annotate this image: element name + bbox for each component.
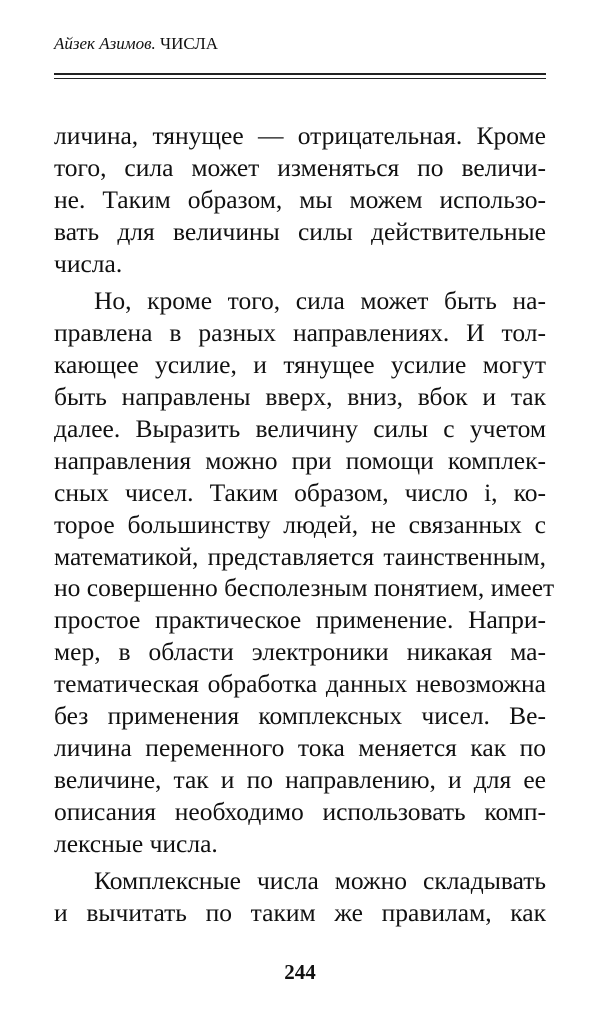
text-line: описания необходимо использовать комп- [54, 796, 546, 826]
text-line: числа. [54, 248, 123, 278]
header-title: ЧИСЛА [160, 34, 219, 53]
page-number: 244 [284, 960, 316, 984]
text-line: но совершенно бесполезным понятием, имеет [54, 573, 555, 603]
text-line: направления можно при помощи комплек- [54, 445, 546, 475]
text-line: простое практическое применение. Напри- [54, 605, 546, 635]
text-line: Комплексные числа можно складывать [94, 866, 546, 896]
text-line: мер, в области электроники никакая ма- [54, 637, 546, 667]
text-line: правлена в разных направлениях. И тол- [54, 318, 546, 348]
text-line: личина, тянущее — отрицательная. Кроме [54, 121, 546, 150]
text-line: торое большинству людей, не связанных с [54, 509, 546, 539]
text-line: без применения комплексных чисел. Ве- [54, 701, 546, 731]
text-line: не. Таким образом, мы можем использо- [54, 184, 546, 214]
text-line: личина переменного тока меняется как по [54, 732, 546, 762]
text-line: лексные числа. [54, 828, 218, 858]
text-line: математикой, представляется таинственным, [54, 541, 546, 571]
text-line: величине, так и по направлению, и для ее [54, 764, 546, 794]
text-line: и вычитать по таким же правилам, как [54, 898, 546, 928]
running-header [54, 32, 218, 56]
text-line: вать для величины силы действительные [54, 216, 546, 246]
text-line: далее. Выразить величину силы с учетом [54, 414, 546, 444]
text-line: быть направлены вверх, вниз, вбок и так [54, 382, 546, 412]
text-line: тематическая обработка данных невозможна [54, 669, 546, 699]
text-line: того, сила может изменяться по величи- [54, 152, 546, 182]
paragraph-2 [54, 285, 555, 859]
paragraph-3 [54, 865, 546, 929]
text-line: сных чисел. Таким образом, число i, ко- [54, 477, 546, 507]
text-line: кающее усилие, и тянущее усилие могут [54, 350, 546, 380]
body-text [54, 120, 555, 935]
text-line: Но, кроме того, сила может быть на- [94, 286, 546, 316]
header-author: Айзек Азимов. [54, 34, 156, 53]
paragraph-1 [54, 120, 546, 279]
header-rule-bottom [54, 78, 546, 79]
header-rule-top [54, 73, 546, 75]
